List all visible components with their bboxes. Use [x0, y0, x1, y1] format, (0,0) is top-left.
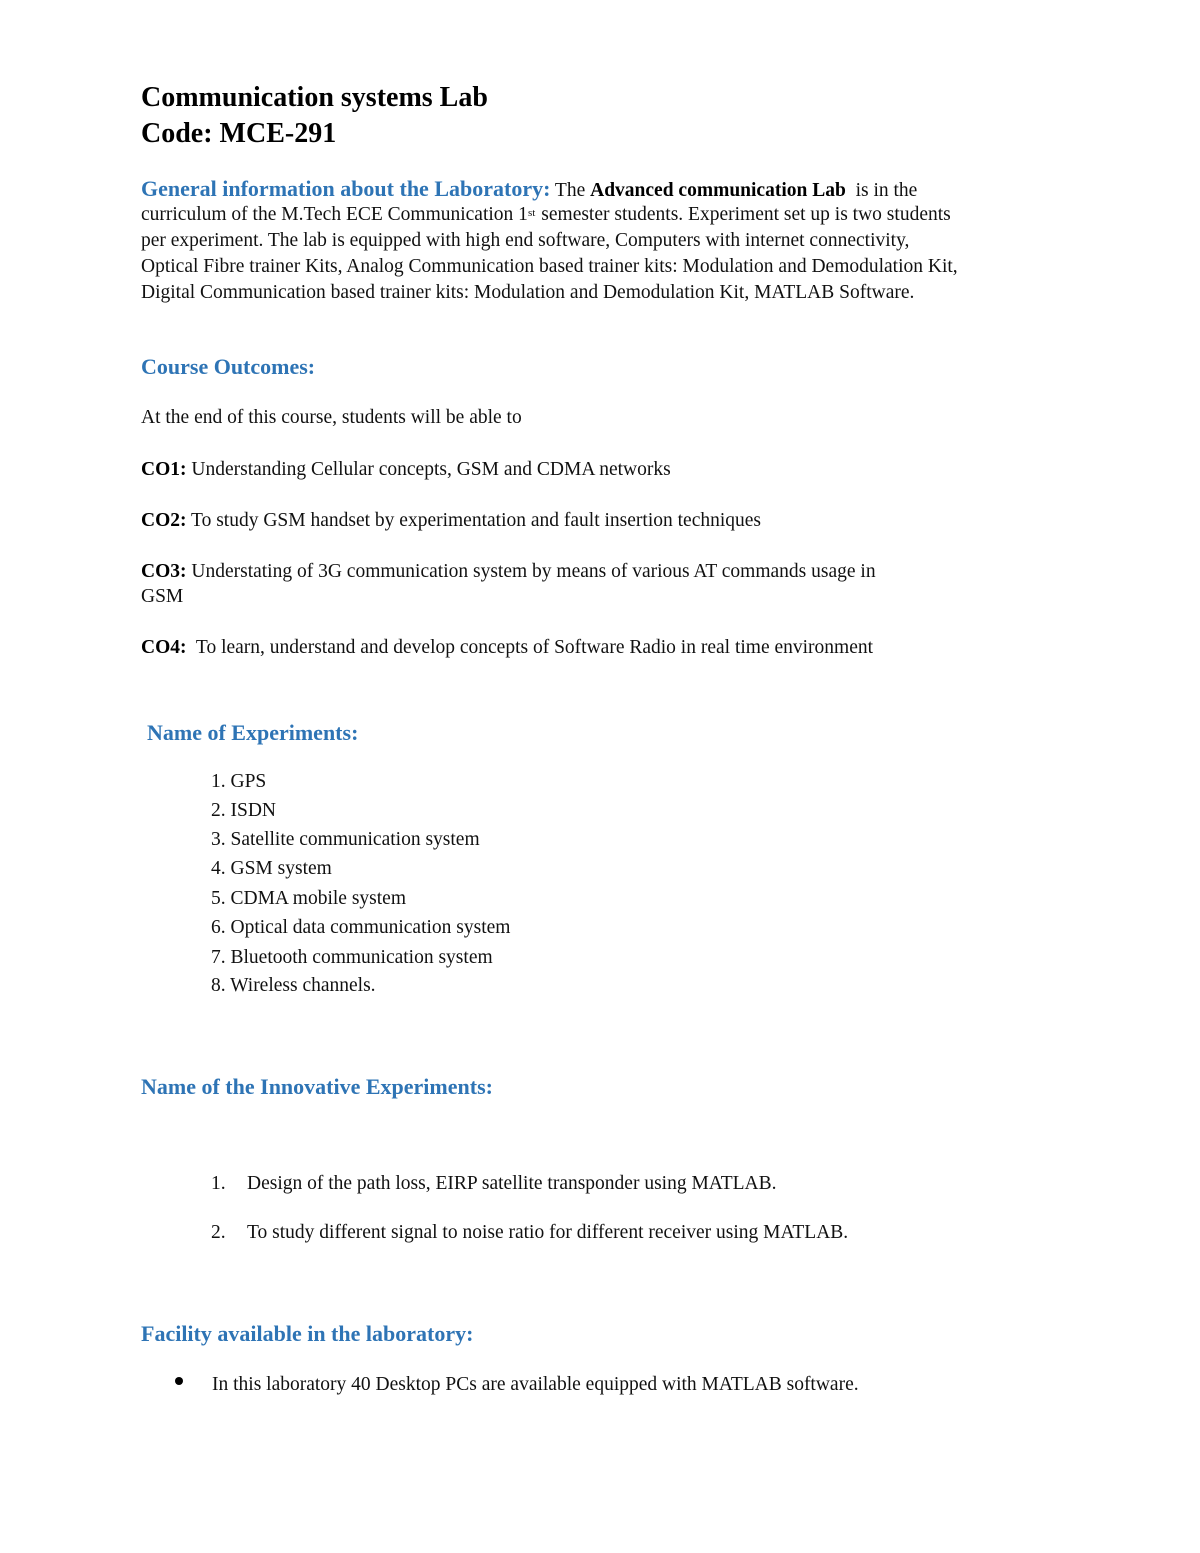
outcome-co2: [141, 508, 761, 534]
experiment-item: 2. ISDN: [211, 800, 277, 821]
innovative-item-text: To study different signal to noise ratio for different receiver using MATLAB.: [247, 1222, 849, 1243]
outcome-label: CO4:: [141, 637, 187, 658]
general-info-line-2: [141, 202, 1081, 228]
innovative-item: [211, 1173, 777, 1195]
experiment-item: 7. Bluetooth communication system: [211, 947, 493, 968]
experiment-item: 3. Satellite communication system: [211, 829, 480, 850]
outcome-label: CO1:: [141, 459, 187, 480]
outcome-text: To study GSM handset by experimentation and fault insertion techniques: [186, 510, 762, 531]
ordinal-superscript: st: [527, 207, 536, 219]
general-info-text: is in the: [845, 180, 918, 201]
general-info-text: The: [550, 180, 591, 201]
outcome-text: Understating of 3G communication system by means of various AT commands usage in: [186, 561, 876, 582]
course-code: Code: MCE-291: [141, 118, 337, 149]
general-info-text: curriculum of the M.Tech ECE Communication 1: [141, 204, 528, 225]
innovative-item-number: 1.: [211, 1173, 226, 1194]
outcome-co3: [141, 559, 876, 585]
lab-name: Advanced communication Lab: [590, 180, 846, 201]
innovative-item-number: 2.: [211, 1222, 226, 1243]
general-info-line-1: [141, 176, 1081, 202]
general-info-heading: General information about the Laboratory:: [141, 176, 551, 201]
outcome-co3-continued: GSM: [141, 586, 184, 607]
experiment-item: 8. Wireless channels.: [211, 975, 376, 996]
outcomes-heading: Course Outcomes:: [141, 354, 316, 379]
experiment-item: 6. Optical data communication system: [211, 917, 511, 938]
experiments-heading: Name of Experiments:: [147, 720, 359, 745]
innovative-item-text: Design of the path loss, EIRP satellite transponder using MATLAB.: [247, 1173, 777, 1194]
outcomes-intro: At the end of this course, students will be able to: [141, 407, 522, 428]
general-info-section: [141, 176, 1081, 306]
page-title: Communication systems Lab: [141, 82, 488, 113]
outcome-co1: [141, 457, 671, 483]
innovative-heading: Name of the Innovative Experiments:: [141, 1074, 493, 1099]
general-info-line-3: per experiment. The lab is equipped with high end software, Computers with internet connectivity,: [141, 230, 910, 251]
outcome-text: To learn, understand and develop concepts of Software Radio in real time environment: [186, 637, 874, 658]
innovative-item: [211, 1222, 848, 1244]
experiment-item: 4. GSM system: [211, 858, 332, 879]
bullet-icon: [175, 1377, 183, 1385]
outcome-co4: [141, 635, 873, 661]
experiment-item: 1. GPS: [211, 771, 267, 792]
facility-item: In this laboratory 40 Desktop PCs are available equipped with MATLAB software.: [212, 1374, 859, 1395]
outcome-text: Understanding Cellular concepts, GSM and CDMA networks: [186, 459, 671, 480]
experiment-item: 5. CDMA mobile system: [211, 888, 407, 909]
general-info-line-4: Optical Fibre trainer Kits, Analog Communication based trainer kits: Modulation and Demodulation Kit,: [141, 256, 958, 277]
outcome-label: CO3:: [141, 561, 187, 582]
facility-heading: Facility available in the laboratory:: [141, 1321, 474, 1346]
outcome-label: CO2:: [141, 510, 187, 531]
general-info-line-5: Digital Communication based trainer kits: Modulation and Demodulation Kit, MATLAB Software.: [141, 282, 915, 303]
general-info-text: semester students. Experiment set up is two students: [541, 204, 951, 225]
